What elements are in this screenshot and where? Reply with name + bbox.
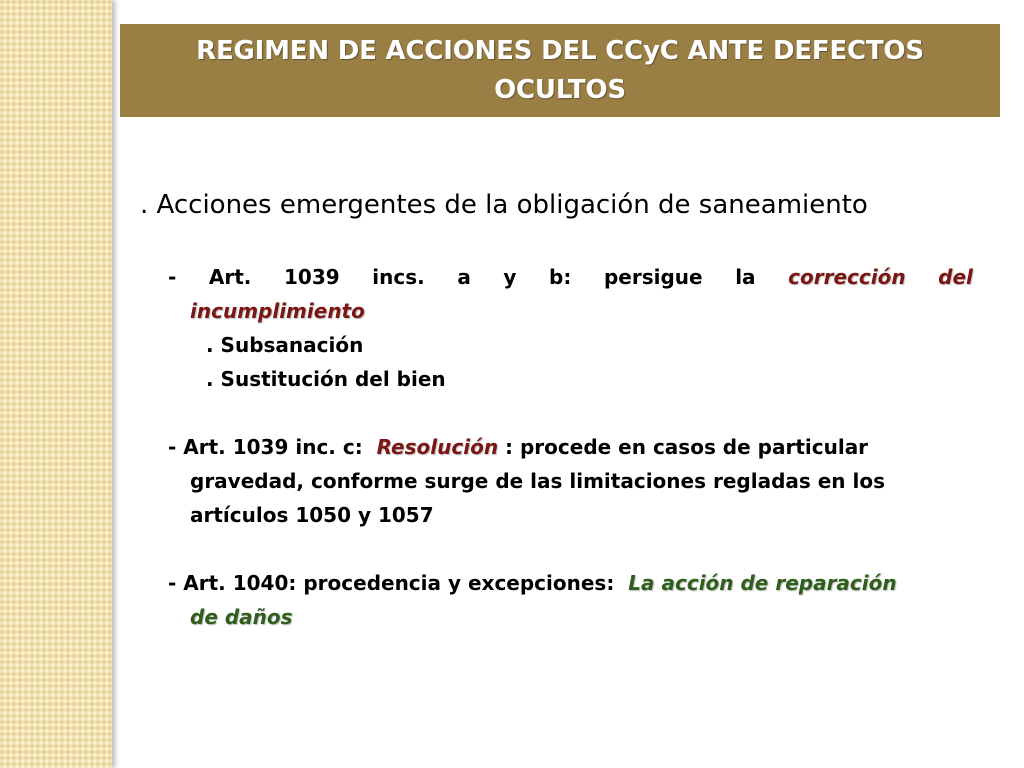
side-texture-panel (0, 0, 112, 768)
intro-heading: . Acciones emergentes de la obligación de saneamiento (140, 190, 868, 220)
title-bar (120, 24, 1000, 117)
art-1039-c-line1 (168, 430, 973, 464)
art-1039-c-text3: artículos 1050 y 1057 (190, 503, 434, 527)
emphasis-del: del (938, 265, 973, 289)
art-1039-c-text2: gravedad, conforme surge de las limitaciones regladas en los (190, 469, 886, 493)
word-persigue: persigue (603, 265, 703, 289)
art-1039-c-text1: : procede en casos de particular (505, 435, 869, 459)
emphasis-resolucion: Resolución (376, 435, 499, 459)
emphasis-accion-reparacion: La acción de reparación (628, 571, 897, 595)
emphasis-incumplimiento: incumplimiento (190, 299, 365, 323)
word-a: a (457, 265, 471, 289)
sub-item-sustitucion: . Sustitución del bien (206, 367, 446, 391)
art-1040-prefix: - Art. 1040: procedencia y excepciones: (168, 571, 615, 595)
art-1040-line2 (168, 600, 973, 634)
word-y: y (503, 265, 517, 289)
art-1040-line1 (168, 566, 973, 600)
slide-title: REGIMEN DE ACCIONES DEL CCyC ANTE DEFECTOS OCULTOS (196, 35, 924, 105)
word-la: la (735, 265, 756, 289)
emphasis-de-danos: de daños (190, 605, 293, 629)
art-1039-c-block (168, 430, 973, 532)
art-1039-ab-line1 (168, 260, 973, 294)
art-1040-block (168, 566, 973, 634)
word-art: Art. (208, 265, 252, 289)
word-incs: incs. (372, 265, 425, 289)
art-1039-ab-line2 (168, 294, 973, 328)
word-dash: - (168, 265, 177, 289)
art-1039-c-prefix: - Art. 1039 inc. c: (168, 435, 363, 459)
word-number: 1039 (284, 265, 340, 289)
emphasis-correccion: corrección (788, 265, 906, 289)
word-b: b: (549, 265, 572, 289)
sub-item-subsanacion: . Subsanación (206, 333, 364, 357)
art-1039-ab-block (168, 260, 973, 396)
